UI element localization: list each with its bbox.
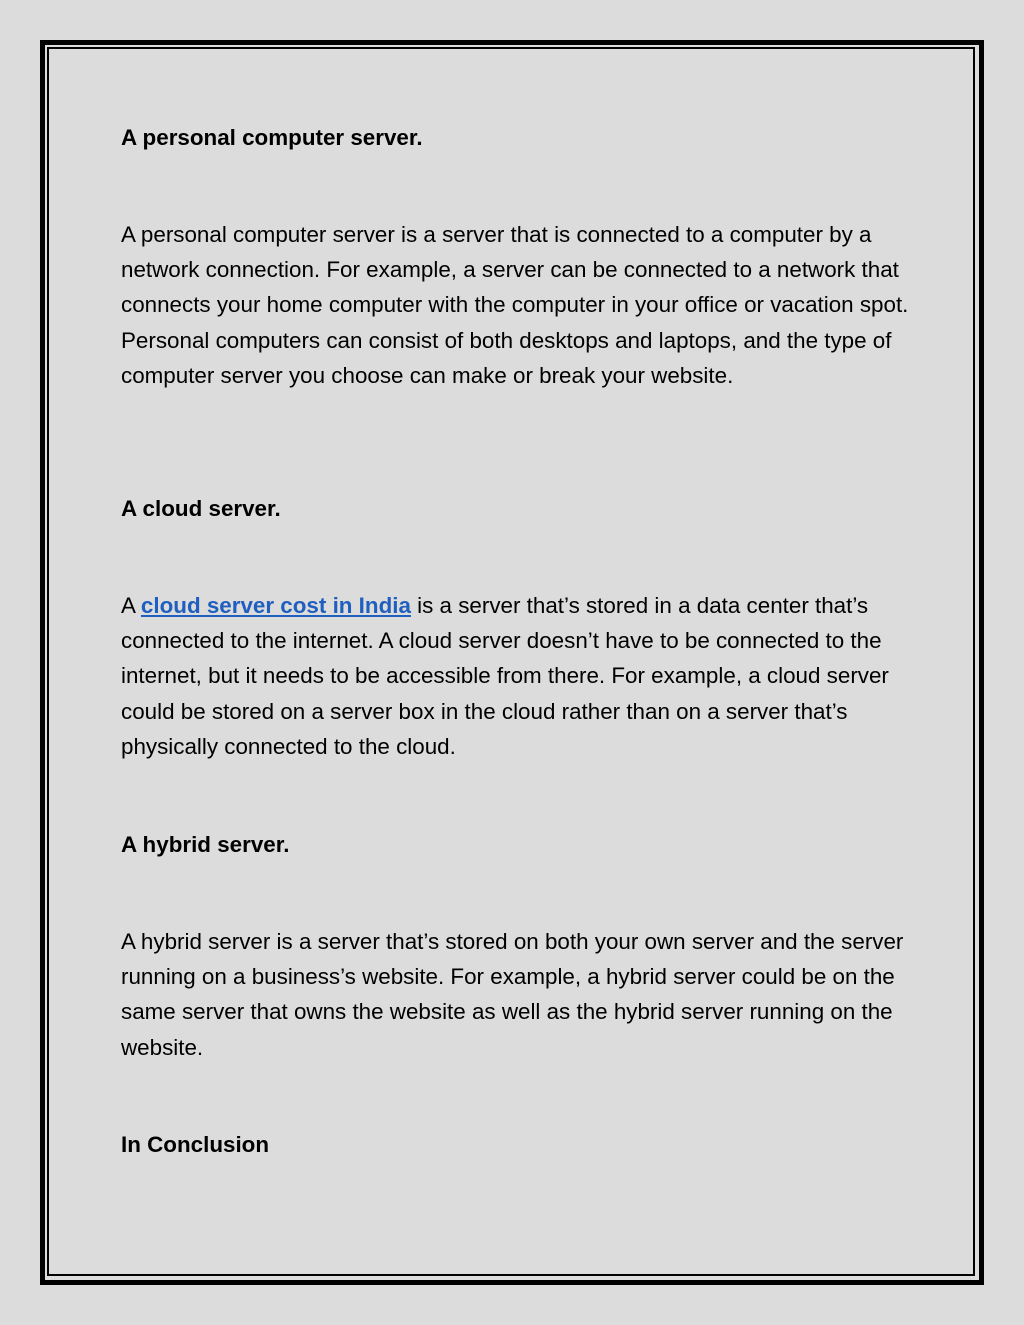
cloud-server-cost-link[interactable]: cloud server cost in India	[140, 593, 411, 618]
paragraph-cloud-suffix: is a server that’s stored in a data center that’s connected to the internet. A cloud server doesn’t have to be connected to the internet, but it needs to be accessible from there. For example, a cloud server could be stored on a server box in the cloud rather than on a server that’s physically connected to the cloud.	[121, 593, 889, 759]
paragraph-cloud-prefix: A	[121, 593, 141, 618]
paragraph-personal-computer-server: A personal computer server is a server that is connected to a computer by a network connection. For example, a server can be connected to a network that connects your home computer with the computer in your office or vacation spot. Personal computers can consist of both desktops and laptops, and the type of computer server you choose can make or break your website.	[121, 222, 909, 388]
heading-hybrid-server: A hybrid server.	[121, 832, 290, 857]
paragraph-cloud-server	[121, 588, 911, 764]
heading-in-conclusion: In Conclusion	[121, 1132, 270, 1157]
paragraph-hybrid-server: A hybrid server is a server that’s stored on both your own server and the server running on a business’s website. For example, a hybrid server could be on the same server that owns the website as well as the hybrid server running on the website.	[121, 929, 904, 1060]
heading-personal-computer-server: A personal computer server.	[121, 125, 423, 150]
heading-cloud-server: A cloud server.	[121, 496, 281, 521]
